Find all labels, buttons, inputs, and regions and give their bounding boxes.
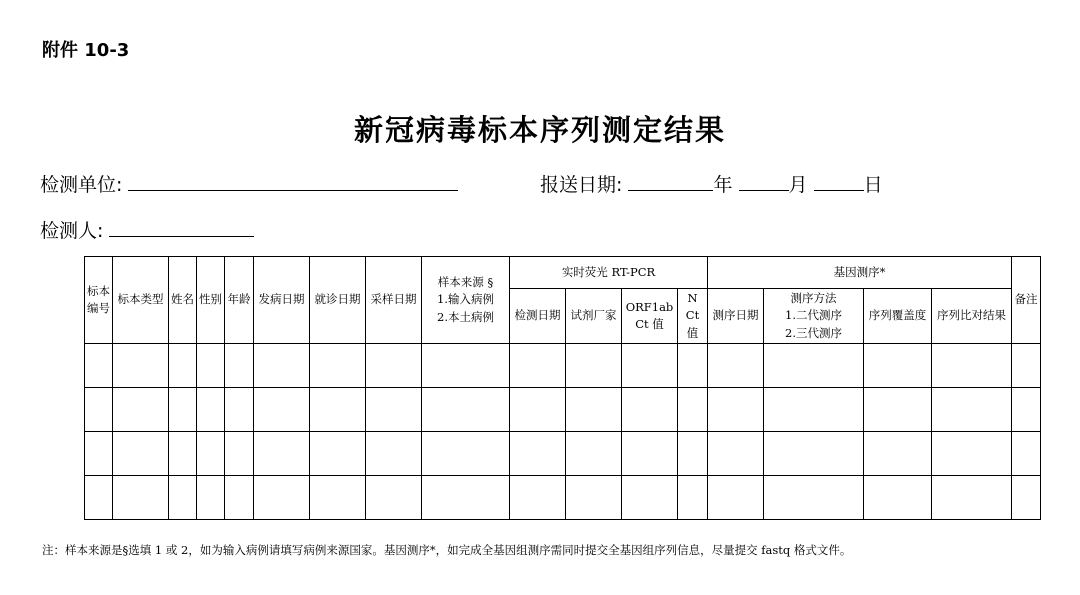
date-row — [540, 170, 883, 197]
seq-method-label: 测序方法 — [790, 291, 837, 306]
table-cell[interactable] — [422, 388, 510, 432]
month-field[interactable] — [739, 170, 789, 191]
table-cell[interactable] — [310, 344, 366, 388]
table-cell[interactable] — [197, 432, 225, 476]
source-title: 样本来源 § — [437, 275, 494, 290]
table-cell[interactable] — [510, 432, 566, 476]
table-cell[interactable] — [708, 388, 764, 432]
table-cell[interactable] — [422, 476, 510, 520]
table-cell[interactable] — [254, 476, 310, 520]
table-row — [85, 388, 1041, 432]
table-cell[interactable] — [169, 388, 197, 432]
attachment-label: 附件 10-3 — [42, 40, 130, 61]
table-cell[interactable] — [225, 476, 254, 520]
table-cell[interactable] — [510, 388, 566, 432]
orf1ab-ct-label: Ct 值 — [635, 317, 664, 331]
table-cell[interactable] — [169, 476, 197, 520]
table-cell[interactable] — [197, 476, 225, 520]
day-label: 日 — [863, 174, 883, 196]
table-cell[interactable] — [225, 344, 254, 388]
header-visit-date: 就诊日期 — [310, 257, 366, 344]
table-cell[interactable] — [864, 476, 932, 520]
header-seq-coverage: 序列覆盖度 — [864, 289, 932, 344]
table-cell[interactable] — [510, 344, 566, 388]
header-seq-compare: 序列比对结果 — [932, 289, 1012, 344]
table-cell[interactable] — [764, 388, 864, 432]
n-ct-label: Ct 值 — [685, 308, 700, 340]
table-cell[interactable] — [366, 432, 422, 476]
header-n-ct — [678, 289, 708, 344]
table-row — [85, 432, 1041, 476]
table-cell[interactable] — [864, 388, 932, 432]
footnote: 注：样本来源是§选填 1 或 2，如为输入病例请填写病例来源国家。基因测序*，如完成全基因组测序需同时提交全基因组序列信息，尽量提交 fastq 格式文件。 — [42, 543, 852, 557]
table-row — [85, 344, 1041, 388]
header-onset-date: 发病日期 — [254, 257, 310, 344]
table-cell[interactable] — [366, 476, 422, 520]
header-seq-method — [764, 289, 864, 344]
header-source — [422, 257, 510, 344]
table-cell[interactable] — [708, 344, 764, 388]
unit-row — [40, 170, 458, 197]
table-cell[interactable] — [85, 476, 113, 520]
table-cell[interactable] — [1012, 344, 1041, 388]
table-cell[interactable] — [422, 432, 510, 476]
table-cell[interactable] — [708, 432, 764, 476]
person-label: 检测人: — [40, 220, 104, 242]
table-cell[interactable] — [708, 476, 764, 520]
table-cell[interactable] — [678, 344, 708, 388]
header-specimen-no: 标本编号 — [85, 257, 113, 344]
table-cell[interactable] — [510, 476, 566, 520]
table-cell[interactable] — [197, 344, 225, 388]
year-field[interactable] — [628, 170, 713, 191]
header-sex: 性别 — [197, 257, 225, 344]
table-cell[interactable] — [932, 432, 1012, 476]
table-cell[interactable] — [254, 432, 310, 476]
table-cell[interactable] — [864, 432, 932, 476]
header-sampling-date: 采样日期 — [366, 257, 422, 344]
table-cell[interactable] — [422, 344, 510, 388]
header-test-date: 检测日期 — [510, 289, 566, 344]
orf1ab-label: ORF1ab — [625, 299, 674, 314]
table-cell[interactable] — [622, 344, 678, 388]
table-cell[interactable] — [113, 388, 169, 432]
table-cell[interactable] — [678, 432, 708, 476]
table-cell[interactable] — [113, 476, 169, 520]
table-cell[interactable] — [932, 476, 1012, 520]
table-cell[interactable] — [932, 344, 1012, 388]
table-cell[interactable] — [864, 344, 932, 388]
table-cell[interactable] — [566, 388, 622, 432]
page-title: 新冠病毒标本序列测定结果 — [353, 113, 726, 147]
table-cell[interactable] — [254, 388, 310, 432]
header-age: 年龄 — [225, 257, 254, 344]
table-cell[interactable] — [310, 432, 366, 476]
seq-method-option-2: 2.三代测序 — [785, 325, 842, 340]
table-cell[interactable] — [113, 432, 169, 476]
table-cell[interactable] — [622, 432, 678, 476]
header-remarks: 备注 — [1012, 257, 1041, 344]
table-cell[interactable] — [169, 344, 197, 388]
header-seq-date: 测序日期 — [708, 289, 764, 344]
table-cell[interactable] — [225, 432, 254, 476]
table-cell[interactable] — [1012, 432, 1041, 476]
header-seq-group: 基因测序* — [708, 257, 1012, 289]
table-cell[interactable] — [566, 344, 622, 388]
header-pcr-group: 实时荧光 RT-PCR — [510, 257, 708, 289]
header-reagent-vendor: 试剂厂家 — [566, 289, 622, 344]
month-label: 月 — [788, 174, 808, 196]
date-label: 报送日期: — [540, 174, 623, 196]
source-option-1: 1.输入病例 — [437, 292, 494, 307]
table-cell[interactable] — [622, 388, 678, 432]
header-name: 姓名 — [169, 257, 197, 344]
table-cell[interactable] — [566, 432, 622, 476]
table-cell[interactable] — [85, 344, 113, 388]
table-cell[interactable] — [254, 344, 310, 388]
table-cell[interactable] — [310, 476, 366, 520]
n-label: N — [687, 291, 698, 306]
seq-method-option-1: 1.二代测序 — [785, 308, 842, 323]
table-cell[interactable] — [764, 344, 864, 388]
table-cell[interactable] — [678, 388, 708, 432]
table-cell[interactable] — [225, 388, 254, 432]
day-field[interactable] — [814, 170, 864, 191]
table-cell[interactable] — [1012, 388, 1041, 432]
unit-field[interactable] — [128, 170, 458, 191]
results-table — [84, 256, 1041, 520]
person-row — [40, 216, 254, 243]
table-cell[interactable] — [932, 388, 1012, 432]
source-option-2: 2.本土病例 — [437, 309, 494, 324]
header-orf1ab-ct — [622, 289, 678, 344]
table-cell[interactable] — [366, 344, 422, 388]
table-cell[interactable] — [1012, 476, 1041, 520]
table-cell[interactable] — [113, 344, 169, 388]
person-field[interactable] — [109, 216, 254, 237]
table-cell[interactable] — [566, 476, 622, 520]
unit-label: 检测单位: — [40, 174, 123, 196]
table-cell[interactable] — [85, 432, 113, 476]
table-cell[interactable] — [366, 388, 422, 432]
table-row — [85, 476, 1041, 520]
table-cell[interactable] — [85, 388, 113, 432]
table-cell[interactable] — [678, 476, 708, 520]
table-cell[interactable] — [310, 388, 366, 432]
year-label: 年 — [713, 174, 733, 196]
table-cell[interactable] — [197, 388, 225, 432]
table-cell[interactable] — [764, 476, 864, 520]
table-cell[interactable] — [622, 476, 678, 520]
table-cell[interactable] — [764, 432, 864, 476]
header-specimen-type: 标本类型 — [113, 257, 169, 344]
table-cell[interactable] — [169, 432, 197, 476]
